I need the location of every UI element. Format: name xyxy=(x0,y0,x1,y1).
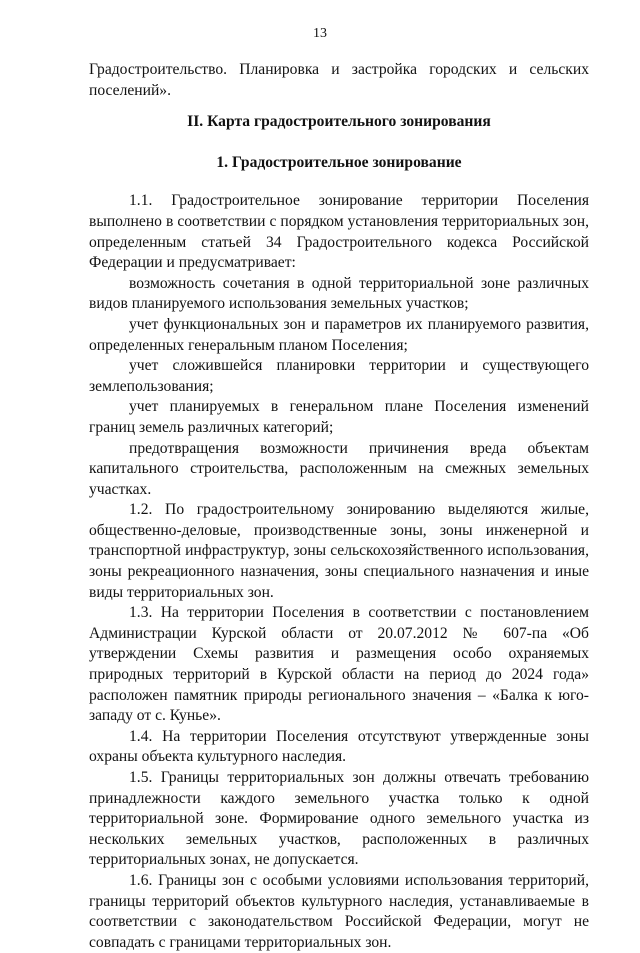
paragraph-1-1: 1.1. Градостроительное зонирование территории Поселения выполнено в соответствии с порядком установления территориальных зон, определенным статьей 34 Градостроительного кодекса Российской Федерации и предусматривает: xyxy=(89,192,589,272)
list-item: возможность сочетания в одной территориальной зоне различных видов планируемого использования земельных участков; xyxy=(89,274,589,313)
paragraph-1-6: 1.6. Границы зон с особыми условиями использования территорий, границы территорий объектов культурного наследия, устанавливаемые в соответствии с законодательством Российской Федерации, могут не совпадать с границами территориальных зон. xyxy=(89,871,589,951)
list-item: учет сложившейся планировки территории и существующего землепользования; xyxy=(89,357,589,395)
paragraph-1-3: 1.3. На территории Поселения в соответствии с постановлением Администрации Курской области от 20.07.2012 № 607-па «Об утверждении Схемы развития и размещения особо охраняемых природных территорий в Курской области на период до 2024 года» расположен памятник природы регионального значения – «Балка к юго-западу от с. Кунье». xyxy=(89,604,589,725)
intro-continuation: Градостроительство. Планировка и застройка городских и сельских поселений». xyxy=(89,61,589,99)
subsection-title: 1. Градостроительное зонирование xyxy=(216,153,462,171)
section-title: II. Карта градостроительного зонирования xyxy=(187,113,491,131)
paragraph-1-5: 1.5. Границы территориальных зон должны отвечать требованию принадлежности каждого земельного участка только к одной территориальной зоне. Формирование одного земельного участка из нескольких земельных участков, расположенных в различных территориальных зонах, не допускается. xyxy=(89,769,589,869)
list-item: предотвращения возможности причинения вреда объектам капитального строительства, расположенным на смежных земельных участках. xyxy=(89,439,589,498)
paragraph-1-4: 1.4. На территории Поселения отсутствуют утвержденные зоны охраны объекта культурного наследия. xyxy=(89,727,589,766)
paragraph-1-2: 1.2. По градостроительному зонированию выделяются жилые, общественно-деловые, производственные зоны, зоны инженерной и транспортной инфраструктур, зоны сельскохозяйственного использования, зоны рекреационного назначения, зоны специального назначения и иные виды территориальных зон. xyxy=(89,501,589,601)
list-item: учет функциональных зон и параметров их планируемого развития, определенных генеральным планом Поселения; xyxy=(89,315,589,354)
list-item: учет планируемых в генеральном плане Поселения изменений границ земель различных категорий; xyxy=(89,398,589,436)
document-body xyxy=(89,60,589,953)
page-number: 13 xyxy=(313,26,327,41)
